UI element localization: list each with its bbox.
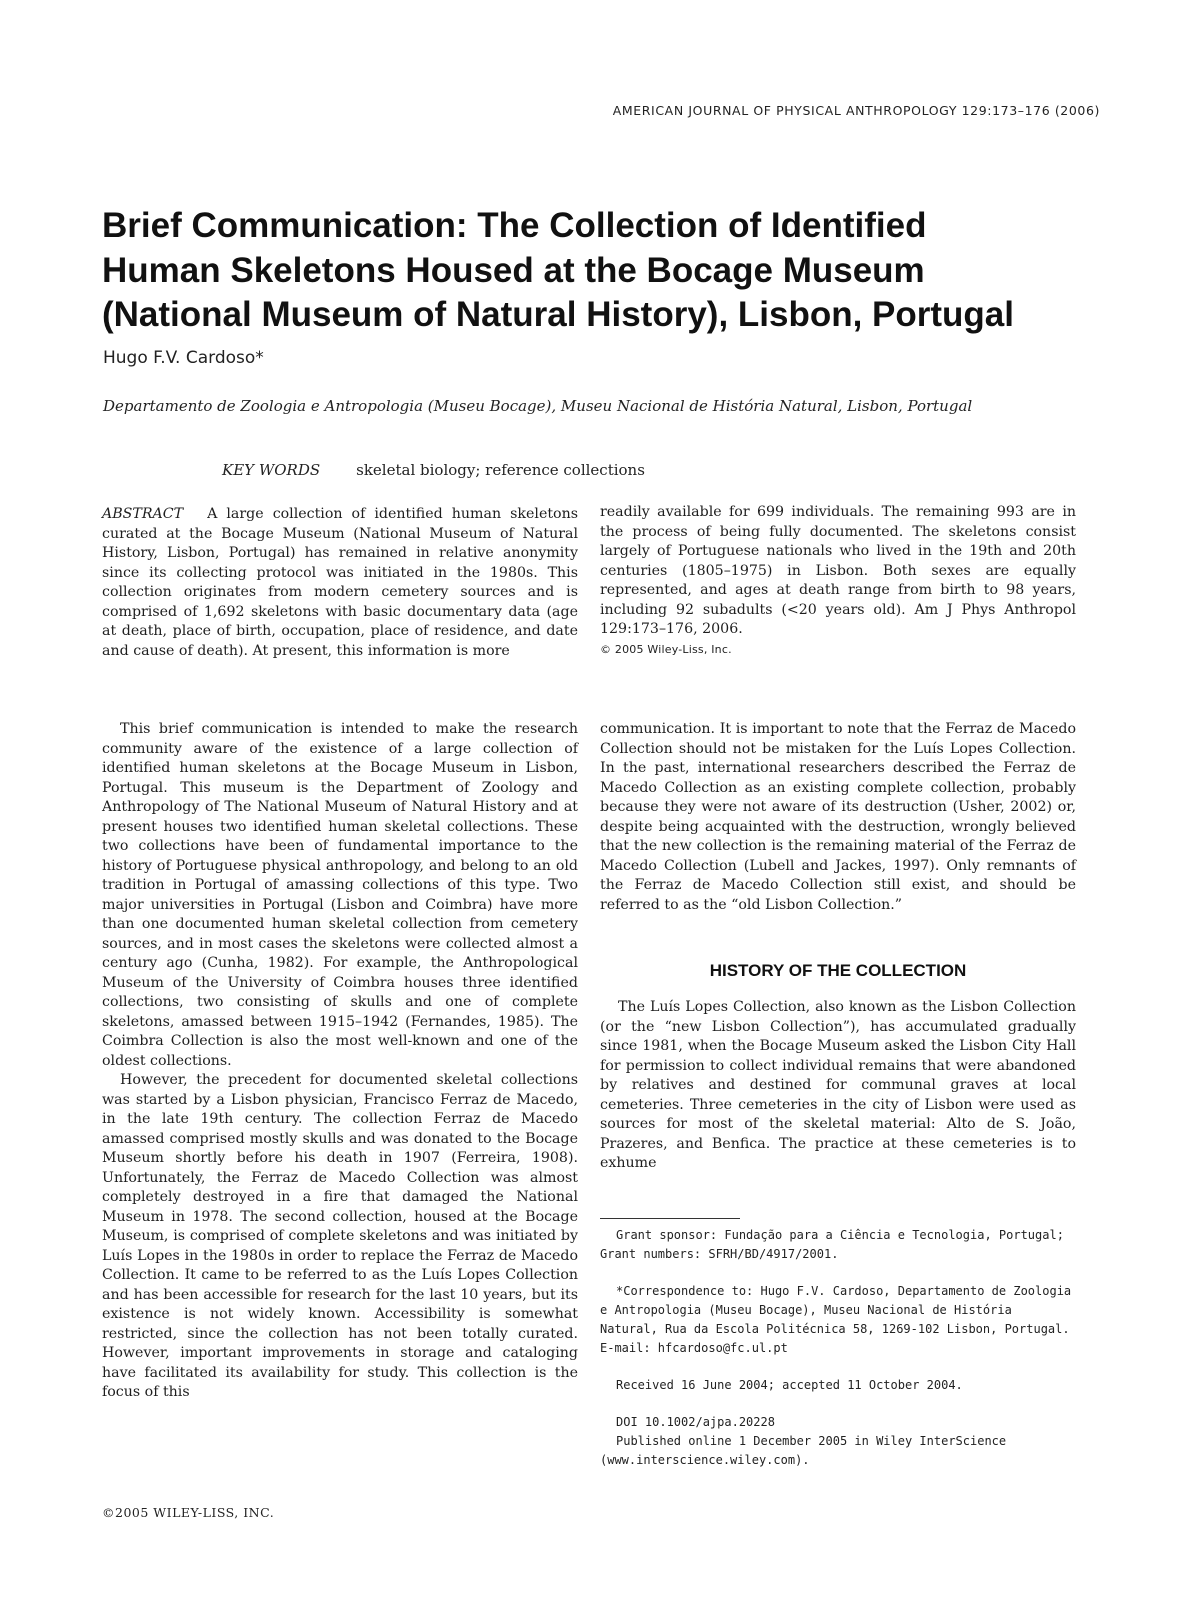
body-right-column [600,720,1076,915]
keywords-value: skeletal biology; reference collections [356,461,645,479]
author-name: Hugo F.V. Cardoso* [103,348,264,368]
footnote-divider [600,1218,740,1219]
footnote-received: Received 16 June 2004; accepted 11 October 2004. [616,1378,963,1392]
body-paragraph-1: This brief communication is intended to make the research community aware of the existence of a large collection of identified human skeletons at the Bocage Museum in Lisbon, Portugal. This museum is the Department of Zoology and Anthropology of The National Museum of Natural History and at present houses two identified human skeletal collections. These two collections have been of fundamental importance to the history of Portuguese physical anthropology, and belong to an old tradition in Portugal of amassing collections of this type. Two major universities in Portugal (Lisbon and Coimbra) have more than one documented human skeletal collection from cemetery sources, and in most cases the skeletons were collected almost a century ago (Cunha, 1982). For example, the Anthropological Museum of the University of Coimbra houses three identified collections, two consisting of skulls and one of complete skeletons, amassed between 1915–1942 (Fernandes, 1985). The Coimbra Collection is also the most well-known and one of the oldest collections. [102,721,578,1069]
journal-header: AMERICAN JOURNAL OF PHYSICAL ANTHROPOLOGY 129:173–176 (2006) [612,103,1100,118]
body-paragraph-3: communication. It is important to note that the Ferraz de Macedo Collection should not be mistaken for the Luís Lopes Collection. In the past, international researchers described the Ferraz de Macedo Collection as an existing complete collection, probably because they were not aware of its destruction (Usher, 2002) or, despite being acquainted with the destruction, wrongly believed that the new collection is the remaining material of the Ferraz de Macedo Collection (Lubell and Jackes, 1997). Only remnants of the Ferraz de Macedo Collection still exist, and should be referred to as the “old Lisbon Collection.” [600,721,1076,913]
abstract-left-text: A large collection of identified human skeletons curated at the Bocage Museum (National Museum of Natural History, Lisbon, Portugal) has remained in relative anonymity since its collecting protocol was initiated in the 1980s. This collection originates from modern cemetery sources and is comprised of 1,692 skeletons with basic documentary data (age at death, place of birth, occupation, place of residence, and date and cause of death). At present, this information is more [102,506,578,659]
history-column [600,998,1076,1174]
abstract-copyright: © 2005 Wiley-Liss, Inc. [600,642,732,656]
keywords [222,461,645,479]
footnote-grant: Grant sponsor: Fundação para a Ciência e Tecnologia, Portugal; Grant numbers: SFRH/BD/4917/2001. [600,1228,1064,1261]
affiliation: Departamento de Zoologia e Antropologia (Museu Bocage), Museu Nacional de História Natural, Lisbon, Portugal [103,397,973,415]
abstract-left [102,505,578,661]
footnote-doi: DOI 10.1002/ajpa.20228 [616,1415,775,1429]
title-line-3: (National Museum of Natural History), Lisbon, Portugal [102,295,1014,334]
footnote-correspondence: *Correspondence to: Hugo F.V. Cardoso, Departamento de Zoologia e Antropologia (Museu Bocage), Museu Nacional de História Natural, Rua da Escola Politécnica 58, 1269-102 Lisbon, Portugal. E-mail: hfcardoso@fc.ul.pt [600,1284,1072,1355]
abstract-right-text: readily available for 699 individuals. The remaining 993 are in the process of being fully documented. The skeletons consist largely of Portuguese nationals who lived in the 19th and 20th centuries (1805–1975) in Lisbon. Both sexes are equally represented, and ages at death range from birth to 98 years, including 92 subadults (<20 years old). Am J Phys Anthropol 129:173–176, 2006. [600,504,1076,637]
abstract-label: ABSTRACT [102,506,184,522]
body-paragraph-2: However, the precedent for documented skeletal collections was started by a Lisbon physician, Francisco Ferraz de Macedo, in the late 19th century. The collection Ferraz de Macedo amassed comprised mostly skulls and was donated to the Bocage Museum shortly before his death in 1907 (Ferreira, 1908). Unfortunately, the Ferraz de Macedo Collection was almost completely destroyed in a fire that damaged the National Museum in 1978. The second collection, housed at the Bocage Museum, is comprised of complete skeletons and was initiated by Luís Lopes in the 1980s in order to replace the Ferraz de Macedo Collection. It came to be referred to as the Luís Lopes Collection and has been accessible for research for the last 10 years, but its existence is not widely known. Accessibility is somewhat restricted, since the collection has not been totally curated. However, important improvements in storage and cataloging have facilitated its availability for study. This collection is the focus of this [102,1072,578,1400]
history-paragraph: The Luís Lopes Collection, also known as the Lisbon Collection (or the “new Lisbon Collection”), has accumulated gradually since 1981, when the Bocage Museum asked the Lisbon City Hall for permission to collect individual remains that were abandoned by relatives and destined for communal graves at local cemeteries. Three cemeteries in the city of Lisbon were used as sources for most of the skeletal material: Alto de S. João, Prazeres, and Benfica. The practice at these cemeteries is to exhume [600,999,1076,1171]
footnote-published: Published online 1 December 2005 in Wiley InterScience (www.interscience.wiley.com). [600,1434,1007,1467]
title-line-1: Brief Communication: The Collection of Identified [102,206,927,245]
page-footer-copyright: ©2005 WILEY-LISS, INC. [102,1505,275,1520]
abstract-right [600,503,1076,659]
article-title [102,204,1102,338]
keywords-label: KEY WORDS [222,461,321,479]
title-line-2: Human Skeletons Housed at the Bocage Museum [102,250,925,290]
body-left-column [102,720,578,1403]
section-heading: HISTORY OF THE COLLECTION [709,961,967,980]
